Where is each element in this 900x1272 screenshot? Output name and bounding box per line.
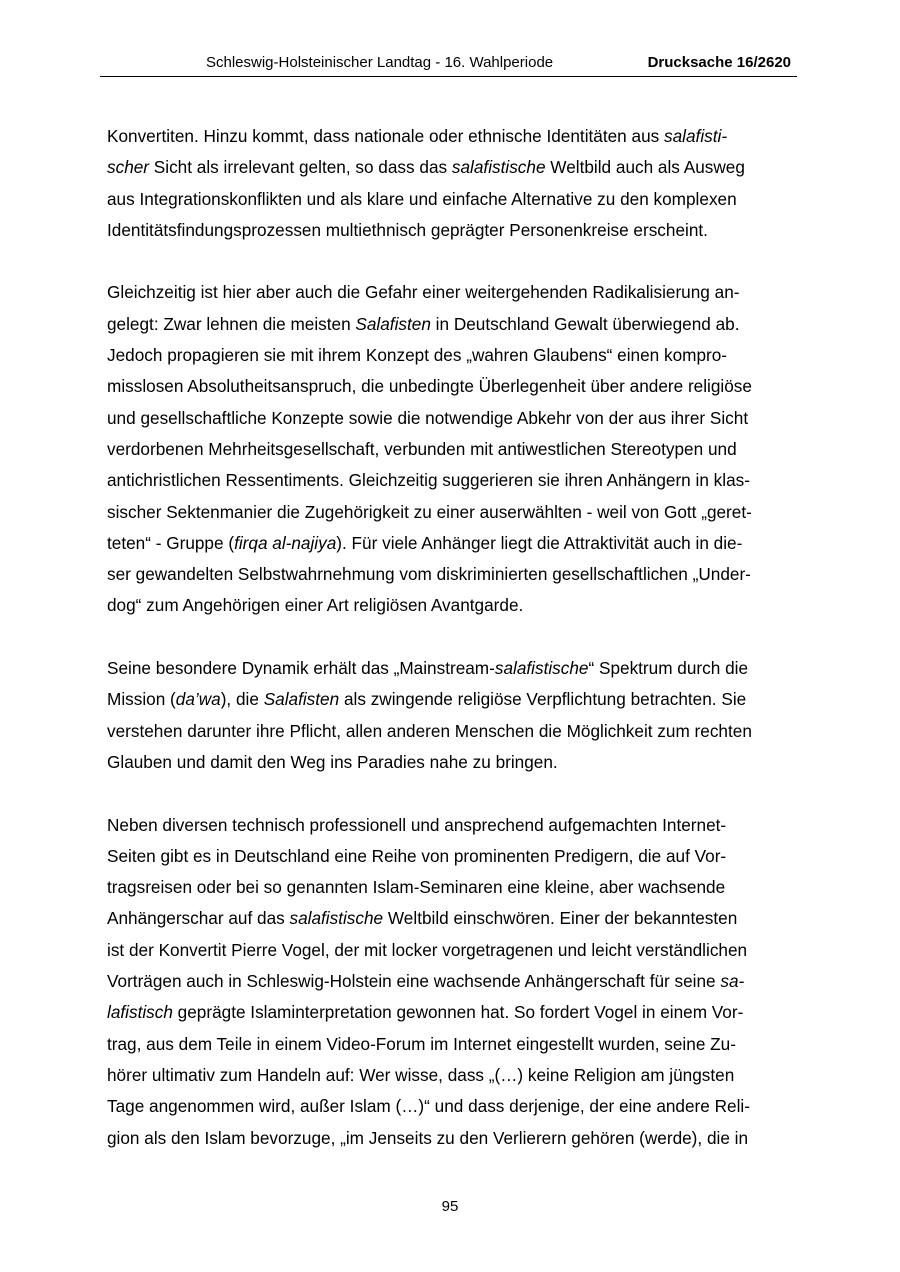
paragraph	[107, 653, 797, 778]
italic-term: Salafisten	[355, 313, 431, 334]
text-run: und gesellschaftliche Konzepte sowie die notwendige Abkehr von der aus ihrer Sicht	[107, 407, 749, 428]
italic-term: firqa al-najiya	[234, 532, 337, 553]
text-run: Seine besondere Dynamik erhält das „Mainstream-	[107, 658, 495, 679]
text-line	[107, 747, 797, 778]
text-line	[107, 309, 797, 340]
text-run: gelegt: Zwar lehnen die meisten	[107, 313, 356, 334]
document-body	[107, 121, 797, 1185]
text-line	[107, 497, 797, 528]
italic-term: sa-	[720, 971, 745, 992]
text-run: trag, aus dem Teile in einem Video-Forum im Internet eingestellt wurden, seine Zu-	[107, 1033, 736, 1054]
text-line	[107, 121, 797, 152]
paragraph	[107, 121, 797, 246]
text-run: Mission (	[107, 689, 176, 710]
text-line	[107, 716, 797, 747]
italic-term: salafistische	[451, 157, 546, 178]
italic-term: da’wa	[175, 689, 221, 710]
text-line	[107, 653, 797, 684]
text-line	[107, 152, 797, 183]
text-run: teten“ - Gruppe (	[107, 532, 235, 553]
text-line	[107, 277, 797, 308]
text-line	[107, 1091, 797, 1122]
text-run: hörer ultimativ zum Handeln auf: Wer wisse, dass „(…) keine Religion am jüngsten	[107, 1064, 735, 1085]
text-run: Tage angenommen wird, außer Islam (…)“ und dass derjenige, der eine andere Reli-	[107, 1096, 750, 1117]
text-run: Identitätsfindungsprozessen multiethnisch geprägter Personenkreise erscheint.	[107, 219, 708, 240]
page-number: 95	[441, 1198, 459, 1215]
text-line	[107, 559, 797, 590]
text-line	[107, 403, 797, 434]
paragraph	[107, 277, 797, 621]
text-line	[107, 997, 797, 1028]
text-line	[107, 684, 797, 715]
text-line	[107, 1029, 797, 1060]
text-run: Weltbild einschwören. Einer der bekanntesten	[383, 908, 738, 929]
text-line	[107, 434, 797, 465]
text-line	[107, 872, 797, 903]
text-run: Gleichzeitig ist hier aber auch die Gefahr einer weitergehenden Radikalisierung an-	[107, 282, 740, 303]
text-line	[107, 903, 797, 934]
text-run: gion als den Islam bevorzuge, „im Jenseits zu den Verlierern gehören (werde), die in	[107, 1127, 749, 1148]
text-run: antichristlichen Ressentiments. Gleichzeitig suggerieren sie ihren Anhängern in klas-	[107, 470, 750, 491]
text-run: misslosen Absolutheitsanspruch, die unbedingte Überlegenheit über andere religiöse	[107, 376, 752, 397]
page-header	[100, 52, 797, 77]
text-run: Jedoch propagieren sie mit ihrem Konzept des „wahren Glaubens“ einen kompro-	[107, 345, 728, 366]
text-run: verstehen darunter ihre Pflicht, allen anderen Menschen die Möglichkeit zum rechten	[107, 720, 752, 741]
text-run: “ Spektrum durch die	[588, 658, 749, 679]
text-run: Neben diversen technisch professionell und ansprechend aufgemachten Internet-	[107, 814, 727, 835]
text-line	[107, 841, 797, 872]
italic-term: salafisti-	[664, 126, 728, 146]
text-line	[107, 340, 797, 371]
text-line	[107, 215, 797, 246]
text-run: geprägte Islaminterpretation gewonnen hat. So fordert Vogel in einem Vor-	[172, 1002, 744, 1023]
italic-term: salafistische	[289, 908, 384, 929]
text-line	[107, 371, 797, 402]
header-title: Schleswig-Holsteinischer Landtag - 16. Wahlperiode	[206, 54, 554, 71]
text-run: Glauben und damit den Weg ins Paradies nahe zu bringen.	[107, 751, 558, 772]
text-run: verdorbenen Mehrheitsgesellschaft, verbunden mit antiwestlichen Stereotypen und	[107, 438, 737, 459]
text-run: sischer Sektenmanier die Zugehörigkeit zu einer auserwählten - weil von Gott „geret-	[107, 501, 752, 522]
text-run: aus Integrationskonflikten und als klare und einfache Alternative zu den komplexen	[107, 188, 737, 209]
text-run: ist der Konvertit Pierre Vogel, der mit locker vorgetragenen und leicht verständlichen	[107, 939, 748, 960]
text-run: in Deutschland Gewalt überwiegend ab.	[430, 313, 740, 334]
text-run: ser gewandelten Selbstwahrnehmung vom diskriminierten gesellschaftlichen „Under-	[107, 564, 751, 585]
text-run: ), die	[220, 689, 264, 710]
text-line	[107, 966, 797, 997]
text-line	[107, 1123, 797, 1154]
text-run: Seiten gibt es in Deutschland eine Reihe von prominenten Predigern, die auf Vor-	[107, 845, 727, 866]
italic-term: lafistisch	[107, 1002, 173, 1023]
text-run: als zwingende religiöse Verpflichtung betrachten. Sie	[339, 689, 747, 710]
text-line	[107, 1060, 797, 1091]
italic-term: salafistische	[494, 658, 589, 679]
italic-term: scher	[107, 157, 150, 178]
text-line	[107, 590, 797, 621]
text-run: dog“ zum Angehörigen einer Art religiösen Avantgarde.	[107, 595, 524, 616]
text-line	[107, 528, 797, 559]
text-run: Weltbild auch als Ausweg	[545, 157, 745, 178]
paragraph	[107, 810, 797, 1154]
text-run: Vorträgen auch in Schleswig-Holstein eine wachsende Anhängerschaft für seine	[107, 971, 721, 992]
text-run: Sicht als irrelevant gelten, so dass das	[149, 157, 452, 178]
text-run: tragsreisen oder bei so genannten Islam-Seminaren eine kleine, aber wachsende	[107, 877, 726, 898]
text-line	[107, 465, 797, 496]
text-line	[107, 810, 797, 841]
text-run: ). Für viele Anhänger liegt die Attraktivität auch in die-	[336, 532, 743, 553]
text-run: Anhängerschar auf das	[107, 908, 290, 929]
italic-term: Salafisten	[263, 689, 340, 710]
text-line	[107, 184, 797, 215]
document-number: Drucksache 16/2620	[647, 54, 791, 71]
text-run: Konvertiten. Hinzu kommt, dass nationale oder ethnische Identitäten aus	[107, 126, 665, 146]
text-line	[107, 935, 797, 966]
